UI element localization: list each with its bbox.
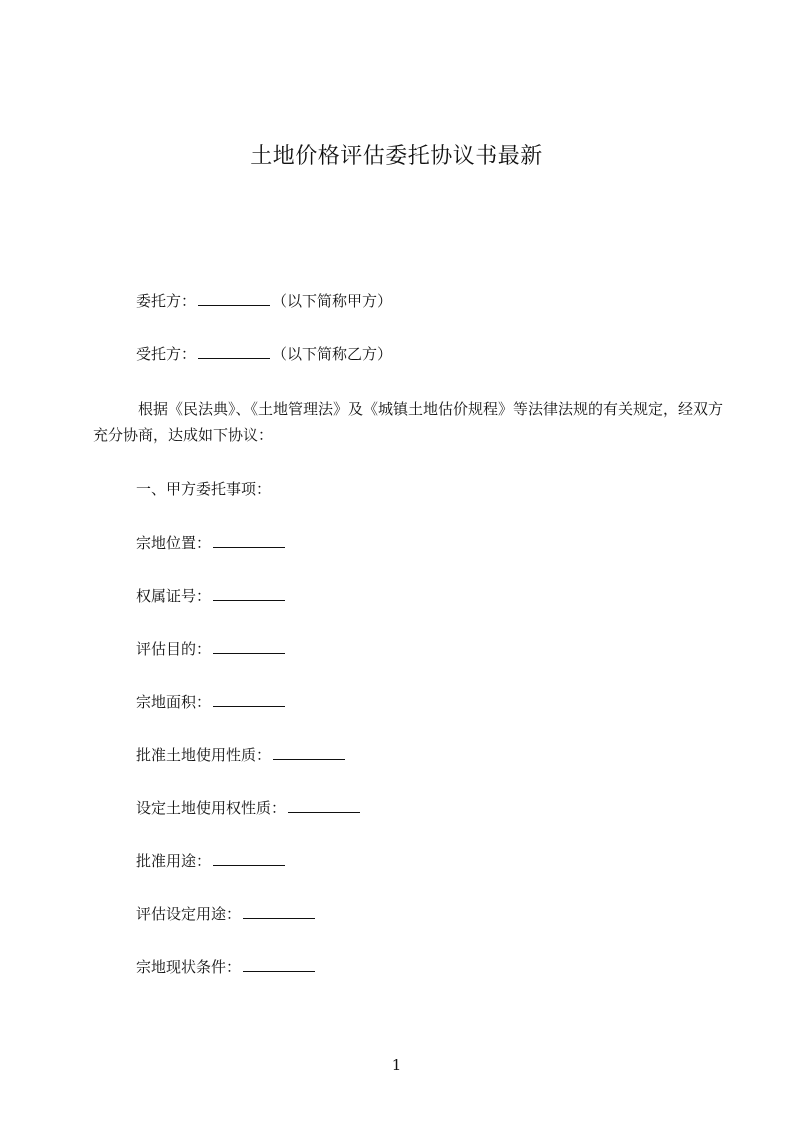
field-blank — [243, 902, 315, 919]
field-row — [136, 743, 347, 766]
field-blank — [213, 637, 285, 654]
trustee-line — [136, 342, 392, 365]
field-blank — [213, 849, 285, 866]
trustee-blank — [198, 342, 270, 359]
field-label: 评估设定用途： — [136, 905, 242, 923]
field-blank — [288, 796, 360, 813]
field-row — [136, 637, 287, 660]
field-label: 批准土地使用性质： — [136, 746, 272, 764]
document-title: 土地价格评估委托协议书最新 — [250, 144, 543, 169]
field-row — [136, 796, 362, 819]
page-number: 1 — [391, 1056, 402, 1074]
field-label: 权属证号： — [136, 587, 212, 605]
field-label: 评估目的： — [136, 640, 212, 658]
field-row — [136, 902, 317, 925]
field-label: 批准用途： — [136, 852, 212, 870]
field-label: 宗地面积： — [136, 693, 212, 711]
trustee-label: 受托方： — [136, 345, 197, 363]
field-row — [136, 531, 287, 554]
field-blank — [273, 743, 345, 760]
field-row — [136, 584, 287, 607]
field-label: 宗地位置： — [136, 534, 212, 552]
client-label: 委托方： — [136, 292, 197, 310]
field-blank — [213, 690, 285, 707]
client-suffix: （以下简称甲方） — [272, 292, 393, 310]
intro-paragraph: 根据《民法典》、《土地管理法》及《城镇土地估价规程》等法律法规的有关规定，经双方充分协商，达成如下协议： — [93, 400, 724, 444]
client-blank — [198, 289, 270, 306]
field-row — [136, 955, 317, 978]
field-blank — [213, 584, 285, 601]
field-label: 设定土地使用权性质： — [136, 799, 287, 817]
field-blank — [243, 955, 315, 972]
section-1-heading: 一、甲方委托事项： — [136, 480, 272, 498]
field-label: 宗地现状条件： — [136, 958, 242, 976]
field-row — [136, 690, 287, 713]
field-row — [136, 849, 287, 872]
client-line — [136, 289, 392, 312]
field-blank — [213, 531, 285, 548]
trustee-suffix: （以下简称乙方） — [272, 345, 393, 363]
